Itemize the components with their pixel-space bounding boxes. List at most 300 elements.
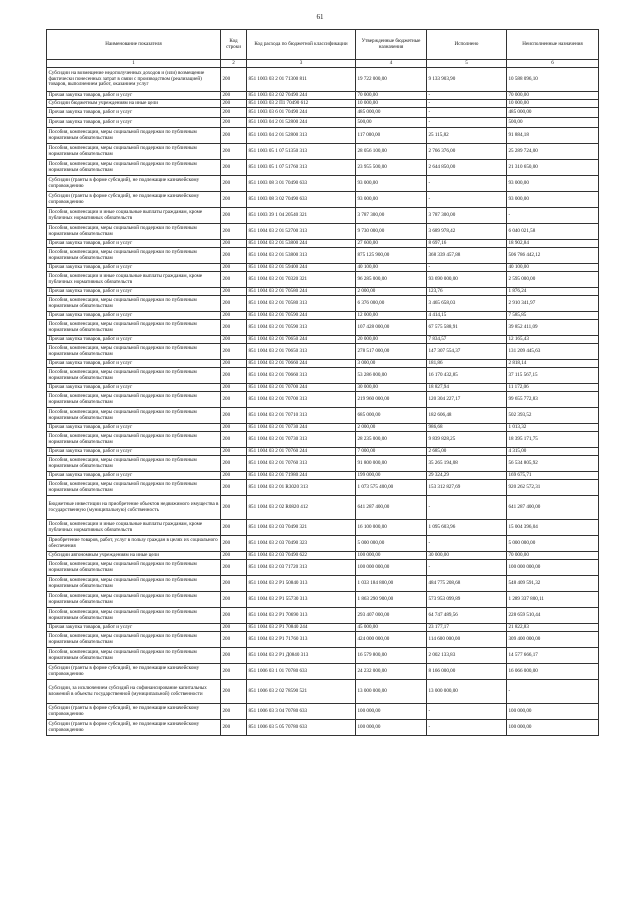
row-budget-code: 851 1004 03 2 01 70580 244 — [247, 288, 356, 296]
row-indicator-name: Пособия, компенсации, меры социальной поддержки по публичным нормативным обязательствам — [47, 560, 221, 576]
row-executed-amount: - — [427, 264, 507, 272]
row-approved-amount: 30 000,00 — [356, 384, 427, 392]
table-row — [47, 108, 599, 118]
row-indicator-name: Прочая закупка товаров, работ и услуг — [47, 118, 221, 128]
column-number: 2 — [221, 60, 247, 68]
row-unexecuted-amount: 100 000 000,00 — [507, 560, 599, 576]
row-line-code: 200 — [221, 240, 247, 248]
row-indicator-name: Субсидии бюджетным учреждениям на иные цели — [47, 100, 221, 108]
row-approved-amount: 23 955 500,00 — [356, 160, 427, 176]
row-line-code: 200 — [221, 680, 247, 704]
row-unexecuted-amount: 2 818,14 — [507, 360, 599, 368]
row-indicator-name: Субсидии (гранты в форме субсидий), не подлежащие казначейскому сопровождению — [47, 176, 221, 192]
row-budget-code: 851 1004 03 2 P1 71760 313 — [247, 632, 356, 648]
row-budget-code: 851 1004 03 2 01 53800 244 — [247, 240, 356, 248]
row-budget-code: 851 1004 03 2 01 70660 244 — [247, 360, 356, 368]
table-row — [47, 648, 599, 664]
row-unexecuted-amount: 100 000,00 — [507, 720, 599, 736]
row-approved-amount: 3 787 300,00 — [356, 208, 427, 224]
row-line-code: 200 — [221, 536, 247, 552]
row-budget-code: 851 1004 03 2 01 70580 313 — [247, 296, 356, 312]
row-line-code: 200 — [221, 576, 247, 592]
row-line-code: 200 — [221, 456, 247, 472]
row-indicator-name: Пособия, компенсации, меры социальной поддержки по публичным нормативным обязательствам — [47, 160, 221, 176]
row-budget-code: 851 1004 03 2 03 70490 321 — [247, 520, 356, 536]
row-budget-code: 851 1004 03 2 03 71720 313 — [247, 560, 356, 576]
table-row — [47, 296, 599, 312]
row-approved-amount: 40 100,00 — [356, 264, 427, 272]
row-unexecuted-amount: 2 910 341,97 — [507, 296, 599, 312]
row-approved-amount: 1 073 575 400,00 — [356, 480, 427, 496]
row-unexecuted-amount: - — [507, 680, 599, 704]
row-indicator-name: Пособия, компенсации, меры социальной поддержки по публичным нормативным обязательствам — [47, 456, 221, 472]
row-unexecuted-amount: 485 000,00 — [507, 108, 599, 118]
row-indicator-name: Пособия, компенсации, меры социальной поддержки по публичным нормативным обязательствам — [47, 608, 221, 624]
table-row — [47, 144, 599, 160]
row-approved-amount: 5 000 000,00 — [356, 536, 427, 552]
row-budget-code: 851 1004 03 2 01 70730 313 — [247, 432, 356, 448]
row-unexecuted-amount: 1 013,32 — [507, 424, 599, 432]
row-unexecuted-amount: 920 262 572,31 — [507, 480, 599, 496]
row-executed-amount: - — [427, 100, 507, 108]
row-approved-amount: 293 407 000,00 — [356, 608, 427, 624]
row-approved-amount: 641 287 400,00 — [356, 496, 427, 520]
row-indicator-name: Пособия, компенсации и иные социальные выплаты гражданам, кроме публичных нормативных обязательств — [47, 208, 221, 224]
table-row — [47, 624, 599, 632]
header-indicator-name: Наименование показателя — [47, 30, 221, 60]
row-unexecuted-amount: 39 852 411,09 — [507, 320, 599, 336]
row-budget-code: 851 1003 03 2 01 71300 811 — [247, 68, 356, 92]
row-approved-amount: 2 000,00 — [356, 424, 427, 432]
row-indicator-name: Прочая закупка товаров, работ и услуг — [47, 92, 221, 100]
row-indicator-name: Прочая закупка товаров, работ и услуг — [47, 448, 221, 456]
row-unexecuted-amount: 131 209 445,63 — [507, 344, 599, 360]
row-line-code: 200 — [221, 408, 247, 424]
row-line-code: 200 — [221, 648, 247, 664]
row-line-code: 200 — [221, 560, 247, 576]
row-unexecuted-amount: 21 310 650,00 — [507, 160, 599, 176]
table-row — [47, 240, 599, 248]
row-approved-amount: 45 000,00 — [356, 624, 427, 632]
row-indicator-name: Пособия, компенсации, меры социальной поддержки по публичным нормативным обязательствам — [47, 392, 221, 408]
row-budget-code: 851 1004 03 2 01 70700 313 — [247, 392, 356, 408]
table-row — [47, 560, 599, 576]
table-row — [47, 344, 599, 360]
row-unexecuted-amount: 56 534 805,92 — [507, 456, 599, 472]
row-line-code: 200 — [221, 344, 247, 360]
row-executed-amount: 2 685,00 — [427, 448, 507, 456]
table-row — [47, 160, 599, 176]
row-indicator-name: Приобретение товаров, работ, услуг в пользу граждан в целях их социального обеспечения — [47, 536, 221, 552]
row-line-code: 200 — [221, 336, 247, 344]
row-approved-amount: 100 000,00 — [356, 720, 427, 736]
row-line-code: 200 — [221, 432, 247, 448]
row-budget-code: 851 1004 03 2 P1 55730 313 — [247, 592, 356, 608]
row-executed-amount: 153 312 827,69 — [427, 480, 507, 496]
row-unexecuted-amount: 6 040 021,58 — [507, 224, 599, 240]
row-executed-amount: 120 304 227,17 — [427, 392, 507, 408]
row-line-code: 200 — [221, 100, 247, 108]
row-executed-amount: 3 689 978,42 — [427, 224, 507, 240]
row-indicator-name: Пособия, компенсации, меры социальной поддержки по публичным нормативным обязательствам — [47, 344, 221, 360]
row-line-code: 200 — [221, 480, 247, 496]
row-executed-amount: 2 002 133,83 — [427, 648, 507, 664]
row-indicator-name: Пособия, компенсации, меры социальной поддержки по публичным нормативным обязательствам — [47, 144, 221, 160]
table-row — [47, 176, 599, 192]
row-line-code: 200 — [221, 144, 247, 160]
row-approved-amount: 27 600,00 — [356, 240, 427, 248]
row-line-code: 200 — [221, 264, 247, 272]
row-budget-code: 851 1004 03 2 P1 70840 244 — [247, 624, 356, 632]
row-budget-code: 851 1004 03 2 01 52700 313 — [247, 224, 356, 240]
row-executed-amount: 18 827,94 — [427, 384, 507, 392]
row-approved-amount: 1 863 290 900,00 — [356, 592, 427, 608]
row-approved-amount: 28 235 000,00 — [356, 432, 427, 448]
row-budget-code: 851 1003 05 1 07 51760 313 — [247, 160, 356, 176]
table-row — [47, 92, 599, 100]
row-approved-amount: 3 000,00 — [356, 360, 427, 368]
row-budget-code: 851 1003 08 3 02 70490 633 — [247, 192, 356, 208]
row-unexecuted-amount: 548 409 591,32 — [507, 576, 599, 592]
row-line-code: 200 — [221, 360, 247, 368]
table-row — [47, 264, 599, 272]
row-approved-amount: 93 000,00 — [356, 192, 427, 208]
row-indicator-name: Прочая закупка товаров, работ и услуг — [47, 384, 221, 392]
row-approved-amount: 685 000,00 — [356, 408, 427, 424]
row-executed-amount: 29 324,29 — [427, 472, 507, 480]
page-number: 61 — [316, 13, 324, 21]
row-unexecuted-amount: 169 675,71 — [507, 472, 599, 480]
row-indicator-name: Прочая закупка товаров, работ и услуг — [47, 240, 221, 248]
row-budget-code: 851 1004 03 2 01 70710 313 — [247, 408, 356, 424]
column-number-row — [47, 60, 599, 68]
row-executed-amount: 986,68 — [427, 424, 507, 432]
row-indicator-name: Прочая закупка товаров, работ и услуг — [47, 624, 221, 632]
row-unexecuted-amount: 11 172,06 — [507, 384, 599, 392]
table-row — [47, 480, 599, 496]
row-executed-amount: 4 414,15 — [427, 312, 507, 320]
row-budget-code: 851 1003 39 1 04 20540 321 — [247, 208, 356, 224]
budget-execution-table — [46, 29, 599, 736]
row-indicator-name: Пособия, компенсации, меры социальной поддержки по публичным нормативным обязательствам — [47, 320, 221, 336]
row-line-code: 200 — [221, 608, 247, 624]
row-executed-amount: 9 133 903,90 — [427, 68, 507, 92]
row-line-code: 200 — [221, 192, 247, 208]
row-indicator-name: Прочая закупка товаров, работ и услуг — [47, 336, 221, 344]
row-executed-amount: 147 307 554,37 — [427, 344, 507, 360]
row-indicator-name: Субсидии (гранты в форме субсидий), не подлежащие казначейскому сопровождению — [47, 720, 221, 736]
row-executed-amount: 368 339 457,88 — [427, 248, 507, 264]
row-approved-amount: 7 000,00 — [356, 448, 427, 456]
row-approved-amount: 107 428 000,00 — [356, 320, 427, 336]
row-budget-code: 851 1003 08 3 01 70490 633 — [247, 176, 356, 192]
row-approved-amount: 70 000,00 — [356, 92, 427, 100]
row-line-code: 200 — [221, 160, 247, 176]
table-row — [47, 392, 599, 408]
table-row — [47, 272, 599, 288]
row-executed-amount: 3 465 658,03 — [427, 296, 507, 312]
row-approved-amount: 16 579 800,00 — [356, 648, 427, 664]
row-unexecuted-amount: 641 287 400,00 — [507, 496, 599, 520]
row-executed-amount: 23 177,17 — [427, 624, 507, 632]
row-indicator-name: Прочая закупка товаров, работ и услуг — [47, 108, 221, 118]
row-budget-code: 851 1004 03 2 01 70660 313 — [247, 368, 356, 384]
table-row — [47, 248, 599, 264]
row-approved-amount: 199 000,00 — [356, 472, 427, 480]
row-unexecuted-amount: 91 884,18 — [507, 128, 599, 144]
row-approved-amount: 10 000,00 — [356, 100, 427, 108]
row-unexecuted-amount: 1 289 337 800,11 — [507, 592, 599, 608]
row-line-code: 200 — [221, 424, 247, 432]
row-indicator-name: Пособия, компенсации, меры социальной поддержки по публичным нормативным обязательствам — [47, 648, 221, 664]
row-unexecuted-amount: 228 659 510,44 — [507, 608, 599, 624]
row-budget-code: 851 1003 05 1 07 51350 313 — [247, 144, 356, 160]
row-executed-amount: 182 606,48 — [427, 408, 507, 424]
row-indicator-name: Пособия, компенсации, меры социальной поддержки по публичным нормативным обязательствам — [47, 408, 221, 424]
row-approved-amount: 20 000,00 — [356, 336, 427, 344]
table-row — [47, 312, 599, 320]
row-executed-amount: 16 170 432,85 — [427, 368, 507, 384]
row-line-code: 200 — [221, 392, 247, 408]
row-executed-amount: 123,76 — [427, 288, 507, 296]
table-row — [47, 100, 599, 108]
row-budget-code: 851 1004 03 2 01 70590 244 — [247, 312, 356, 320]
row-line-code: 200 — [221, 92, 247, 100]
row-budget-code: 851 1003 04 2 01 52800 244 — [247, 118, 356, 128]
row-indicator-name: Пособия, компенсации, меры социальной поддержки по публичным нормативным обязательствам — [47, 480, 221, 496]
row-budget-code: 851 1004 03 2 01 59400 244 — [247, 264, 356, 272]
row-line-code: 200 — [221, 632, 247, 648]
row-unexecuted-amount: 14 577 666,17 — [507, 648, 599, 664]
row-executed-amount: - — [427, 108, 507, 118]
table-row — [47, 472, 599, 480]
row-executed-amount: 573 953 099,89 — [427, 592, 507, 608]
row-executed-amount: - — [427, 192, 507, 208]
row-indicator-name: Прочая закупка товаров, работ и услуг — [47, 360, 221, 368]
row-line-code: 200 — [221, 176, 247, 192]
row-indicator-name: Пособия, компенсации и иные социальные выплаты гражданам, кроме публичных нормативных обязательств — [47, 520, 221, 536]
row-indicator-name: Субсидии на возмещение недополученных доходов и (или) возмещение фактически понесенных затрат в связи с производством (реализацией) товаров, выполнением работ, оказанием услуг — [47, 68, 221, 92]
row-line-code: 200 — [221, 384, 247, 392]
row-approved-amount: 13 000 000,00 — [356, 680, 427, 704]
row-budget-code: 851 1004 03 2 01 70730 244 — [247, 424, 356, 432]
row-approved-amount: 424 000 000,00 — [356, 632, 427, 648]
row-approved-amount: 53 286 000,00 — [356, 368, 427, 384]
row-budget-code: 851 1004 03 2 02 R0820 412 — [247, 496, 356, 520]
row-line-code: 200 — [221, 118, 247, 128]
row-line-code: 200 — [221, 108, 247, 118]
table-row — [47, 320, 599, 336]
table-row — [47, 360, 599, 368]
row-approved-amount: 16 100 000,00 — [356, 520, 427, 536]
row-approved-amount: 485 000,00 — [356, 108, 427, 118]
header-unexecuted: Неисполненные назначения — [507, 30, 599, 60]
row-budget-code: 851 1006 03 1 01 70780 633 — [247, 664, 356, 680]
row-indicator-name: Субсидии (гранты в форме субсидий), не подлежащие казначейскому сопровождению — [47, 664, 221, 680]
table-row — [47, 608, 599, 624]
row-indicator-name: Пособия, компенсации, меры социальной поддержки по публичным нормативным обязательствам — [47, 128, 221, 144]
row-indicator-name: Субсидии автономным учреждениям на иные цели — [47, 552, 221, 560]
row-approved-amount: 2 000,00 — [356, 288, 427, 296]
table-header-row — [47, 30, 599, 60]
row-executed-amount: 1 095 603,96 — [427, 520, 507, 536]
table-row — [47, 496, 599, 520]
row-line-code: 200 — [221, 496, 247, 520]
row-indicator-name: Пособия, компенсации, меры социальной поддержки по публичным нормативным обязательствам — [47, 248, 221, 264]
row-unexecuted-amount: 18 902,84 — [507, 240, 599, 248]
row-budget-code: 851 1003 03 2 П1 70490 612 — [247, 100, 356, 108]
row-budget-code: 851 1003 03 2 02 70490 244 — [247, 92, 356, 100]
row-unexecuted-amount: 25 289 724,00 — [507, 144, 599, 160]
row-approved-amount: 6 376 000,00 — [356, 296, 427, 312]
table-row — [47, 368, 599, 384]
row-unexecuted-amount: 506 786 442,12 — [507, 248, 599, 264]
row-unexecuted-amount: 2 595 000,00 — [507, 272, 599, 288]
table-row — [47, 680, 599, 704]
table-row — [47, 720, 599, 736]
row-unexecuted-amount: 309 400 000,00 — [507, 632, 599, 648]
column-number: 3 — [247, 60, 356, 68]
row-indicator-name: Прочая закупка товаров, работ и услуг — [47, 472, 221, 480]
row-budget-code: 851 1006 03 3 04 70780 633 — [247, 704, 356, 720]
column-number: 1 — [47, 60, 221, 68]
row-line-code: 200 — [221, 272, 247, 288]
row-budget-code: 851 1003 04 2 01 52800 313 — [247, 128, 356, 144]
table-row — [47, 632, 599, 648]
row-unexecuted-amount: 100 000,00 — [507, 704, 599, 720]
row-approved-amount: 24 232 000,00 — [356, 664, 427, 680]
row-budget-code: 851 1004 03 2 01 70700 244 — [247, 384, 356, 392]
row-line-code: 200 — [221, 624, 247, 632]
row-executed-amount: 64 747 489,56 — [427, 608, 507, 624]
header-approved: Утвержденные бюджетные назначения — [356, 30, 427, 60]
row-unexecuted-amount: 12 165,43 — [507, 336, 599, 344]
row-approved-amount: 28 056 100,00 — [356, 144, 427, 160]
row-executed-amount: 2 766 376,00 — [427, 144, 507, 160]
row-line-code: 200 — [221, 520, 247, 536]
row-unexecuted-amount: 21 822,83 — [507, 624, 599, 632]
row-budget-code: 851 1004 03 2 01 R3020 313 — [247, 480, 356, 496]
row-line-code: 200 — [221, 312, 247, 320]
row-budget-code: 851 1004 03 2 03 70490 323 — [247, 536, 356, 552]
row-unexecuted-amount: 70 000,00 — [507, 92, 599, 100]
table-row — [47, 128, 599, 144]
table-row — [47, 118, 599, 128]
row-unexecuted-amount: 10 588 096,10 — [507, 68, 599, 92]
row-approved-amount: 219 960 000,00 — [356, 392, 427, 408]
row-line-code: 200 — [221, 664, 247, 680]
row-approved-amount: 9 730 000,00 — [356, 224, 427, 240]
row-executed-amount: 8 697,16 — [427, 240, 507, 248]
row-executed-amount: 67 575 588,91 — [427, 320, 507, 336]
row-budget-code: 851 1006 03 5 05 70780 633 — [247, 720, 356, 736]
row-budget-code: 851 1004 03 2 P1 Д0840 313 — [247, 648, 356, 664]
row-approved-amount: 1 033 184 800,00 — [356, 576, 427, 592]
row-line-code: 200 — [221, 704, 247, 720]
row-indicator-name: Пособия, компенсации, меры социальной поддержки по публичным нормативным обязательствам — [47, 432, 221, 448]
row-executed-amount: 484 775 208,68 — [427, 576, 507, 592]
row-approved-amount: 500,00 — [356, 118, 427, 128]
row-unexecuted-amount: - — [507, 208, 599, 224]
row-budget-code: 851 1004 03 2 01 70650 313 — [247, 344, 356, 360]
row-budget-code: 851 1006 03 2 02 78590 521 — [247, 680, 356, 704]
row-indicator-name: Прочая закупка товаров, работ и услуг — [47, 288, 221, 296]
table-row — [47, 592, 599, 608]
header-budget-code: Код расхода по бюджетной классификации — [247, 30, 356, 60]
row-unexecuted-amount: 16 066 000,00 — [507, 664, 599, 680]
row-indicator-name: Пособия, компенсации и иные социальные выплаты гражданам, кроме публичных нормативных обязательств — [47, 272, 221, 288]
row-unexecuted-amount: 93 000,00 — [507, 176, 599, 192]
row-unexecuted-amount: 40 100,00 — [507, 264, 599, 272]
row-executed-amount: - — [427, 720, 507, 736]
row-executed-amount: - — [427, 92, 507, 100]
table-row — [47, 192, 599, 208]
row-indicator-name: Прочая закупка товаров, работ и услуг — [47, 424, 221, 432]
row-line-code: 200 — [221, 552, 247, 560]
row-executed-amount: 181,86 — [427, 360, 507, 368]
row-line-code: 200 — [221, 208, 247, 224]
row-executed-amount: - — [427, 704, 507, 720]
column-number: 5 — [427, 60, 507, 68]
row-budget-code: 851 1004 03 2 01 53800 313 — [247, 248, 356, 264]
row-line-code: 200 — [221, 68, 247, 92]
row-unexecuted-amount: 70 000,00 — [507, 552, 599, 560]
row-unexecuted-amount: 93 000,00 — [507, 192, 599, 208]
row-indicator-name: Пособия, компенсации, меры социальной поддержки по публичным нормативным обязательствам — [47, 632, 221, 648]
row-line-code: 200 — [221, 288, 247, 296]
row-budget-code: 851 1004 03 2 01 70760 244 — [247, 448, 356, 456]
table-row — [47, 408, 599, 424]
row-approved-amount: 100 000,00 — [356, 552, 427, 560]
table-row — [47, 664, 599, 680]
row-executed-amount: - — [427, 496, 507, 520]
row-budget-code: 851 1004 03 2 01 70650 244 — [247, 336, 356, 344]
table-row — [47, 704, 599, 720]
row-line-code: 200 — [221, 720, 247, 736]
row-unexecuted-amount: 7 585,85 — [507, 312, 599, 320]
row-executed-amount: - — [427, 176, 507, 192]
row-approved-amount: 117 000,00 — [356, 128, 427, 144]
row-indicator-name: Прочая закупка товаров, работ и услуг — [47, 264, 221, 272]
row-approved-amount: 100 000 000,00 — [356, 560, 427, 576]
row-indicator-name: Субсидии (гранты в форме субсидий), не подлежащие казначейскому сопровождению — [47, 704, 221, 720]
row-approved-amount: 278 517 000,00 — [356, 344, 427, 360]
row-approved-amount: 91 800 000,00 — [356, 456, 427, 472]
row-budget-code: 851 1004 03 2 01 70590 313 — [247, 320, 356, 336]
row-executed-amount: - — [427, 118, 507, 128]
row-line-code: 200 — [221, 592, 247, 608]
table-row — [47, 576, 599, 592]
row-line-code: 200 — [221, 128, 247, 144]
row-unexecuted-amount: 5 000 000,00 — [507, 536, 599, 552]
row-executed-amount: 35 265 194,08 — [427, 456, 507, 472]
row-executed-amount: - — [427, 536, 507, 552]
row-line-code: 200 — [221, 320, 247, 336]
row-line-code: 200 — [221, 368, 247, 384]
column-number: 4 — [356, 60, 427, 68]
row-indicator-name: Прочая закупка товаров, работ и услуг — [47, 312, 221, 320]
row-unexecuted-amount: 502 393,52 — [507, 408, 599, 424]
row-executed-amount: 8 166 000,00 — [427, 664, 507, 680]
table-row — [47, 384, 599, 392]
row-unexecuted-amount: 18 395 171,75 — [507, 432, 599, 448]
row-budget-code: 851 1004 03 2 03 70490 622 — [247, 552, 356, 560]
row-executed-amount: 2 644 850,00 — [427, 160, 507, 176]
row-indicator-name: Бюджетные инвестиции на приобретение объектов недвижимого имущества в государственную (муниципальную) собственность — [47, 496, 221, 520]
row-budget-code: 851 1003 03 6 01 70490 244 — [247, 108, 356, 118]
row-executed-amount: 9 839 828,25 — [427, 432, 507, 448]
row-line-code: 200 — [221, 448, 247, 456]
